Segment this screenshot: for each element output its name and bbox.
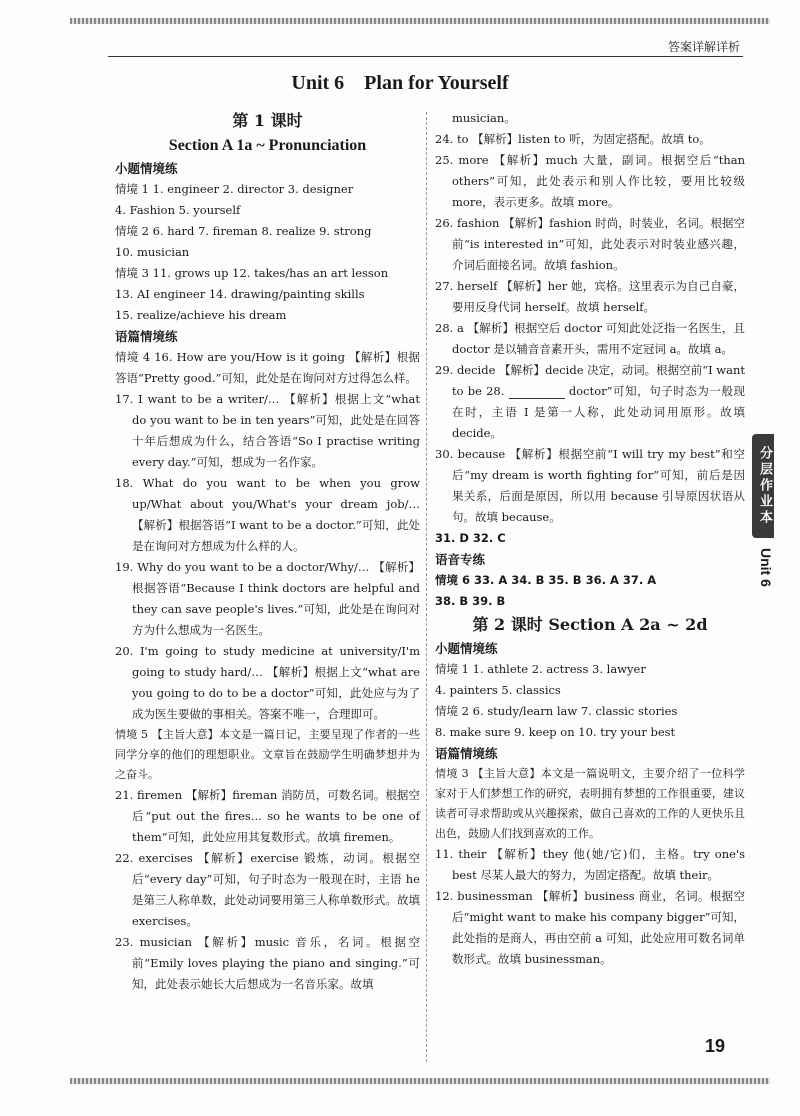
lesson-1-heading: 第 1 课时 bbox=[232, 111, 303, 130]
answer-24: 24. to 【解析】listen to 听，为固定搭配。故填 to。 bbox=[435, 132, 711, 146]
answer-25: 25. more 【解析】much 大量，副词。根据空后“than others”可知，此处表示和别人作比较，要用比较级 more，表示更多。故填 more。 bbox=[435, 153, 745, 209]
answer-line: 8. make sure 9. keep on 10. try your best bbox=[435, 725, 676, 739]
answer-29 bbox=[435, 360, 745, 444]
answer-16: 情境 4 16. How are you/How is it going 【解析】根据答语“Pretty good.”可知，此处是在询问对方过得怎么样。 bbox=[115, 350, 420, 385]
answer-17: 17. I want to be a writer/… 【解析】根据上文“what do you want to be in ten years”可知，此处是在回答十年后想成为什么，结合答语“So I practise writing every day.”可知，想成为一名作家。 bbox=[115, 392, 420, 469]
header-text: 答案详解详析 bbox=[667, 40, 740, 54]
answer-line: 情境 2 6. hard 7. fireman 8. realize 9. strong bbox=[115, 224, 372, 238]
answer-line: 4. painters 5. classics bbox=[435, 683, 561, 697]
answer-line: 10. musician bbox=[115, 245, 190, 259]
header-rule bbox=[108, 56, 743, 57]
column-divider bbox=[426, 112, 427, 1062]
bottom-scan-band bbox=[70, 1078, 770, 1084]
side-tab-label: 分层作业本 bbox=[752, 434, 774, 538]
answer-line: 15. realize/achieve his dream bbox=[115, 308, 287, 322]
side-unit-label: Unit 6 bbox=[758, 548, 774, 587]
answer-28: 28. a 【解析】根据空后 doctor 可知此处泛指一名医生，且 doctor 是以辅音音素开头，需用不定冠词 a。故填 a。 bbox=[435, 321, 745, 356]
section-a1-heading: Section A 1a ~ Pronunciation bbox=[168, 137, 367, 154]
answer-30: 30. because 【解析】根据空前“I will try my best”和空后“my dream is worth fighting for”可知，前后是因果关系，后面是原因，所以用 because 引导原因状语从句。故填 because。 bbox=[435, 447, 745, 524]
top-scan-band bbox=[70, 18, 770, 24]
answer-27: 27. herself 【解析】her 她，宾格。这里表示为自己自豪，要用反身代词 herself。故填 herself。 bbox=[435, 279, 745, 314]
answer-line: 情境 3 11. grows up 12. takes/has an art lesson bbox=[115, 266, 389, 280]
answer-line: 情境 1 1. engineer 2. director 3. designer bbox=[115, 182, 354, 196]
answer-18: 18. What do you want to be when you grow up/What about you/What's your dream job/… 【解析】根据答语“I want to be a doctor.”可知，此处是在询问对方想成为什么样的人。 bbox=[115, 476, 420, 553]
answer-line: 情境 6 33. A 34. B 35. B 36. A 37. A bbox=[435, 573, 657, 587]
answer-23-continued: musician。 bbox=[452, 111, 516, 125]
answer-20: 20. I'm going to study medicine at university/I'm going to study hard/… 【解析】根据上文“what are you going to do to be a doctor”可知，此处应与为了成为医生要做的事相关。答案不唯一，合理即可。 bbox=[115, 644, 420, 721]
situation-5-summary: 情境 5 【主旨大意】本文是一篇日记，主要呈现了作者的一些同学分享的他们的理想职业。文章旨在鼓励学生明确梦想并为之奋斗。 bbox=[115, 728, 420, 781]
answer-12: 12. businessman 【解析】business 商业，名词。根据空后“might want to make his company bigger”可知，此处指的是商人，再由空前 a 可知，此处应用可数名词单数形式。故填 businessman。 bbox=[435, 889, 745, 966]
passage-exercise-heading: 语篇情境练 bbox=[115, 329, 178, 344]
answer-line: 31. D 32. C bbox=[435, 531, 506, 545]
answer-line: 38. B 39. B bbox=[435, 594, 506, 608]
answer-26: 26. fashion 【解析】fashion 时尚，时装业，名词。根据空前“is interested in”可知，此处表示对时装业感兴趣，介词后面接名词。故填 fashion。 bbox=[435, 216, 745, 272]
left-column bbox=[115, 108, 420, 995]
lesson-2-heading: 第 2 课时 Section A 2a ~ 2d bbox=[472, 615, 708, 634]
answer-line: 情境 2 6. study/learn law 7. classic stories bbox=[435, 704, 678, 718]
answer-29-part-1: 29. decide 【解析】decide 决定，动词。根据空前“I want to be 28. bbox=[435, 363, 745, 398]
answer-blank bbox=[509, 386, 565, 399]
phonics-heading: 语音专练 bbox=[435, 552, 486, 567]
small-exercise-heading: 小题情境练 bbox=[115, 161, 178, 176]
answer-22: 22. exercises 【解析】exercise 锻炼，动词。根据空后“every day”可知，句子时态为一般现在时，主语 he 是第三人称单数，此处动词要用第三人称单数形式。故填 exercises。 bbox=[115, 851, 420, 928]
situation-3-summary: 情境 3 【主旨大意】本文是一篇说明文，主要介绍了一位科学家对于人们梦想工作的研究，表明拥有梦想的工作很重要，建议读者可寻求帮助或从兴趣探索，做自己喜欢的工作的人更快乐且出色，鼓励人们找到喜欢的工作。 bbox=[435, 767, 745, 840]
small-exercise-heading-2: 小题情境练 bbox=[435, 641, 498, 656]
passage-exercise-heading-2: 语篇情境练 bbox=[435, 746, 498, 761]
page-number: 19 bbox=[705, 1036, 726, 1056]
answer-11: 11. their 【解析】they 他(她/它)们，主格。try one's best 尽某人最大的努力，为固定搭配。故填 their。 bbox=[435, 847, 745, 882]
right-column bbox=[435, 108, 745, 970]
answer-21: 21. firemen 【解析】fireman 消防员，可数名词。根据空后“put out the fires... so he wants to be one of them”可知，此处应用其复数形式。故填 firemen。 bbox=[115, 788, 420, 844]
answer-23: 23. musician 【解析】music 音乐，名词。根据空前“Emily loves playing the piano and singing.”可知，此处表示她长大后想成为一名音乐家。故填 bbox=[115, 935, 420, 991]
answer-line: 13. AI engineer 14. drawing/painting skills bbox=[115, 287, 365, 301]
answer-19: 19. Why do you want to be a doctor/Why/… 【解析】根据答语“Because I think doctors are helpful and they can save people's lives.”可知，此处是在询问对方为什么想成为一名医生。 bbox=[115, 560, 420, 637]
answer-29-part-2: doctor”可知，句子时态为一般现在时，主语 I 是第一人称，此处动词用原形。故填 decide。 bbox=[452, 384, 746, 440]
answer-line: 4. Fashion 5. yourself bbox=[115, 203, 241, 217]
page-title: Unit 6 Plan for Yourself bbox=[291, 72, 509, 94]
answer-line: 情境 1 1. athlete 2. actress 3. lawyer bbox=[435, 662, 646, 676]
